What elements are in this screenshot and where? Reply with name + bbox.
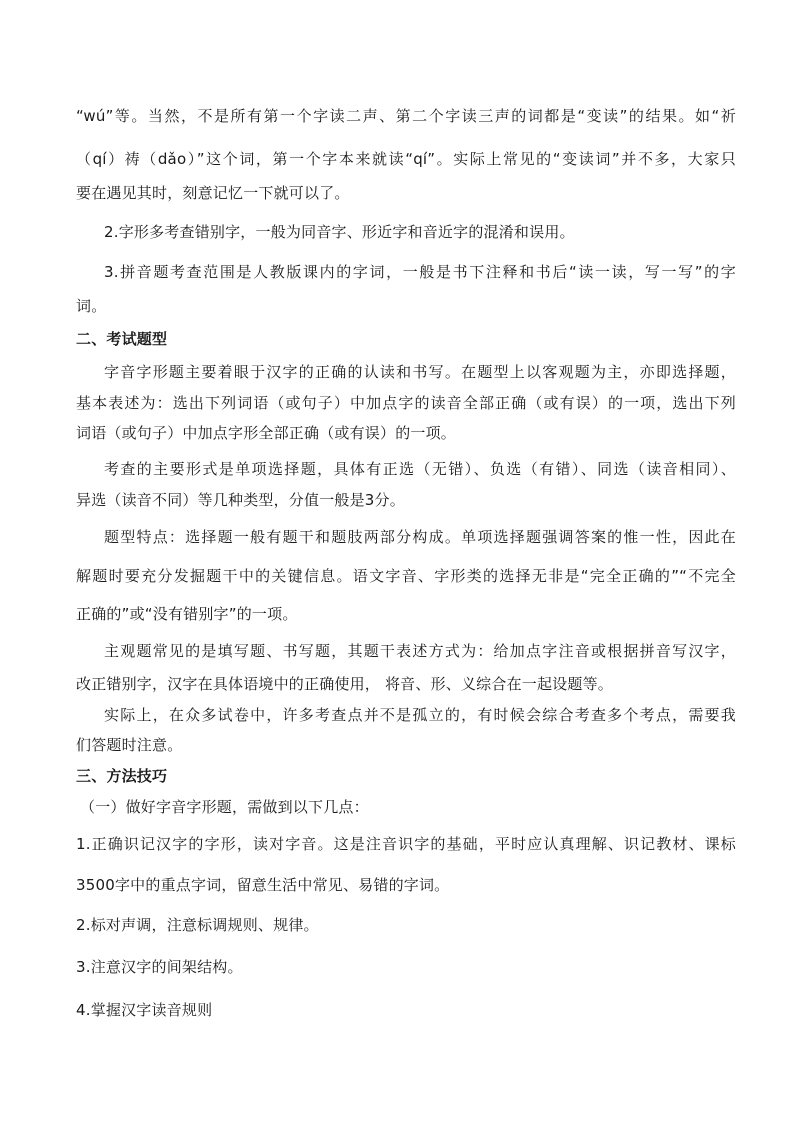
paragraph-line: 主观题常见的是填写题、书写题，其题干表述方式为：给加点字注音或根据拼音写汉字， [104, 642, 736, 660]
section-heading: 三、方法技巧 [76, 767, 168, 785]
subsection-heading: （一）做好字音字形题，需做到以下几点： [80, 798, 369, 816]
paragraph-line: 们答题时注意。 [76, 736, 183, 754]
section-heading: 二、考试题型 [76, 330, 168, 348]
paragraph-line: 异选（读音不同）等几种类型，分值一般是3分。 [76, 491, 405, 509]
paragraph-line: 改正错别字，汉字在具体语境中的正确使用， 将音、形、义综合在一起设题等。 [76, 675, 613, 693]
paragraph-line: 正确的”或“没有错别字”的一项。 [76, 605, 298, 623]
paragraph-line: 2.标对声调，注意标调规则、规律。 [76, 916, 319, 934]
paragraph-line: 解题时要充分发掘题干中的关键信息。语文字音、字形类的选择无非是“完全正确的”“不完全 [76, 567, 736, 585]
paragraph-line: 基本表述为：选出下列词语（或句子）中加点字的读音全部正确（或有误）的一项，选出下列 [76, 394, 736, 412]
paragraph-line: 字音字形题主要着眼于汉字的正确的认读和书写。在题型上以客观题为主，亦即选择题， [104, 363, 736, 381]
paragraph-line: （qí）祷（dǎo）”这个词，第一个字本来就读“qí”。实际上常见的“变读词”并不多，大家只 [76, 150, 736, 168]
paragraph-line: 3.拼音题考查范围是人教版课内的字词，一般是书下注释和书后“读一读，写一写”的字 [104, 263, 736, 281]
paragraph-line: 要在遇见其时，刻意记忆一下就可以了。 [76, 184, 350, 202]
paragraph-line: 题型特点：选择题一般有题干和题肢两部分构成。单项选择题强调答案的惟一性，因此在 [104, 528, 736, 546]
paragraph-line: 考查的主要形式是单项选择题，具体有正选（无错）、负选（有错）、同选（读音相同）、 [104, 460, 736, 478]
paragraph-line: “wú”等。当然，不是所有第一个字读二声、第二个字读三声的词都是“变读”的结果。如“祈 [76, 107, 736, 125]
paragraph-line: 实际上，在众多试卷中，许多考查点并不是孤立的，有时候会综合考查多个考点，需要我 [104, 706, 736, 724]
paragraph-line: 词语（或句子）中加点字形全部正确（或有误）的一项。 [76, 424, 457, 442]
paragraph-line: 词。 [76, 297, 107, 315]
paragraph-line: 1.正确识记汉字的字形，读对字音。这是注音识字的基础，平时应认真理解、识记教材、课标 [76, 835, 736, 853]
paragraph-line: 4.掌握汉字读音规则 [76, 1001, 213, 1019]
paragraph-line: 3.注意汉字的间架结构。 [76, 958, 243, 976]
paragraph-line: 3500字中的重点字词，留意生活中常见、易错的字词。 [76, 876, 450, 894]
paragraph-line: 2.字形多考查错别字，一般为同音字、形近字和音近字的混淆和误用。 [104, 223, 575, 241]
